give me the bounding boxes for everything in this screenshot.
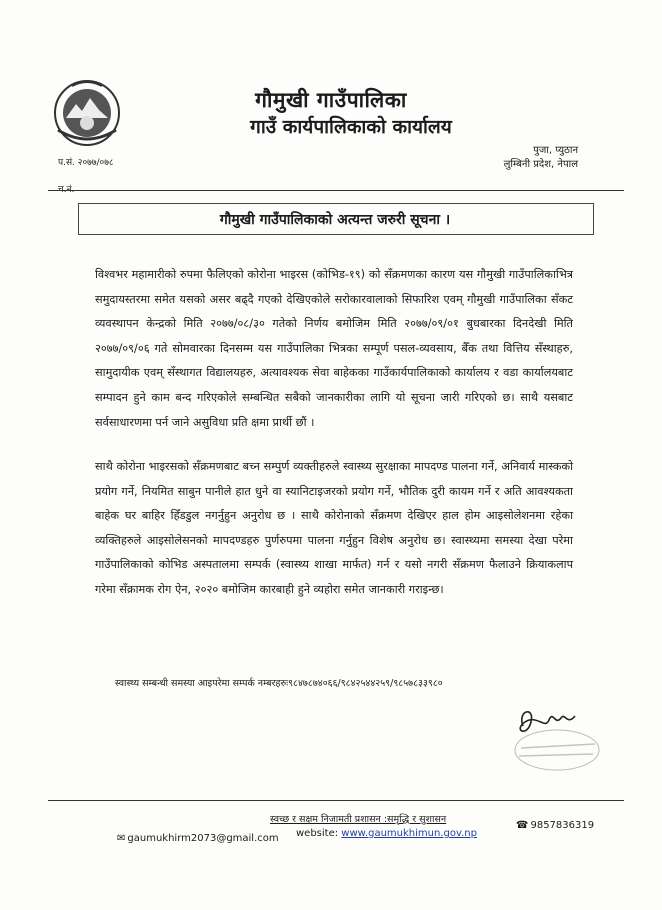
- mail-icon: ✉: [117, 833, 126, 844]
- footer-slogan: स्वच्छ र सक्षम निजामती प्रशासन :समृद्धि र सुशासन: [270, 814, 447, 825]
- footer-phone: [516, 820, 594, 831]
- notice-paragraph-2: साथै कोरोना भाइरसको सँक्रमणबाट बच्न सम्पुर्ण व्यक्तीहरुले स्वास्थ्य सुरक्षाका मापदण्ड पालना गर्ने, अनिवार्य मास्कको प्रयोग गर्ने, नियमित साबुन पानीले हात धुने वा स्यानिटाइजरको प्रयोग गर्ने, भौतिक दुरी कायम गर्ने र अति आवश्यकता बाहेक घर बाहिर हिँडडुल नगर्नुहुन अनुरोध छ । साथै कोरोनाको सँक्रमण देखिएर हाल होम आइसोलेशनमा रहेका व्यक्तिहरुले आइसोलेसनको मापदण्डहरु पुर्णरुपमा पालना गर्नुहुन विशेष अनुरोध छ। स्वास्थ्यमा समस्या देखा परेमा गाउँपालिकाको कोभिड अस्पतालमा सम्पर्क (स्वास्थ्य शाखा मार्फत) गर्न र यसो नगरी सँक्रमण फैलाउने क्रियाकलाप गरेमा सँक्रामक रोग ऐन, २०२० बमोजिम कारबाही हुने व्यहोरा समेत जानकारी गराइन्छ।: [95, 460, 573, 596]
- email-address[interactable]: gaumukhirm2073@gmail.com: [127, 833, 279, 844]
- notice-paragraph-1: विश्वभर महामारीको रुपमा फैलिएको कोरोना भाइरस (कोभिड-१९) को सँक्रमणका कारण यस गौमुखी गाउँपालिकाभित्र समुदायस्तरमा समेत यसको असर बढ्दै गएको देखिएकोले सरोकारवालाको सिफारिश एवम् गौमुखी गाउँपालिका सँकट व्यवस्थापन केन्द्रको मिति २०७७/०८/३० गतेको निर्णय बमोजिम मिति २०७७/०९/०१ बुधबारका दिनदेखी मिति २०७७/०९/०६ गते सोमवारका दिनसम्म यस गाउँपालिका भित्रका सम्पूर्ण पसल-व्यवसाय, बैँक तथा वित्तिय सँस्थाहरु, सामुदायीक एवम् सँस्थागत विद्यालयहरु, अत्यावश्यक सेवा बाहेकका गाउँकार्यपालिकाको कार्यालय र वडा कार्यालयबाट सम्पादन हुने काम बन्द गरिएकोले सम्बन्धित सबैको जानकारीका लागि यो सूचना जारी गरिएको छ। साथै यसबाट सर्वसाधारणमा पर्न जाने असुविधा प्रति क्षमा प्रार्थी छौं ।: [95, 268, 573, 429]
- footer-email: [117, 833, 279, 844]
- phone-icon: ☎: [516, 820, 529, 831]
- letter-reference-number: प.सं. २०७७/०७८: [58, 158, 114, 168]
- website-line: [296, 828, 477, 839]
- health-contact-numbers: स्वास्थ्य सम्बन्धी समस्या आइपरेमा सम्पर्क नम्बरहरुः९८४७८७४०६६/९८४२५४४२५९/९८५७८३३९८०: [115, 678, 443, 689]
- organization-name: गौमुखी गाउँपालिका: [255, 88, 407, 112]
- footer-divider: [48, 800, 624, 801]
- office-name: गाउँ कार्यपालिकाको कार्यालय: [250, 116, 452, 138]
- address-line-1: पुजा, प्युठान: [533, 145, 578, 156]
- website-label: website:: [296, 828, 342, 839]
- address-line-2: लुम्बिनी प्रदेश, नेपाल: [503, 159, 578, 170]
- header-divider: [48, 190, 624, 191]
- phone-number: 9857836319: [530, 820, 595, 831]
- dispatch-number: च.नं.: [58, 185, 75, 195]
- signature-stamp: [505, 700, 605, 780]
- website-link[interactable]: www.gaumukhimun.gov.np: [341, 828, 477, 839]
- notice-title: गौमुखी गाउँपालिकाको अत्यन्त जरुरी सूचना ।: [219, 212, 451, 228]
